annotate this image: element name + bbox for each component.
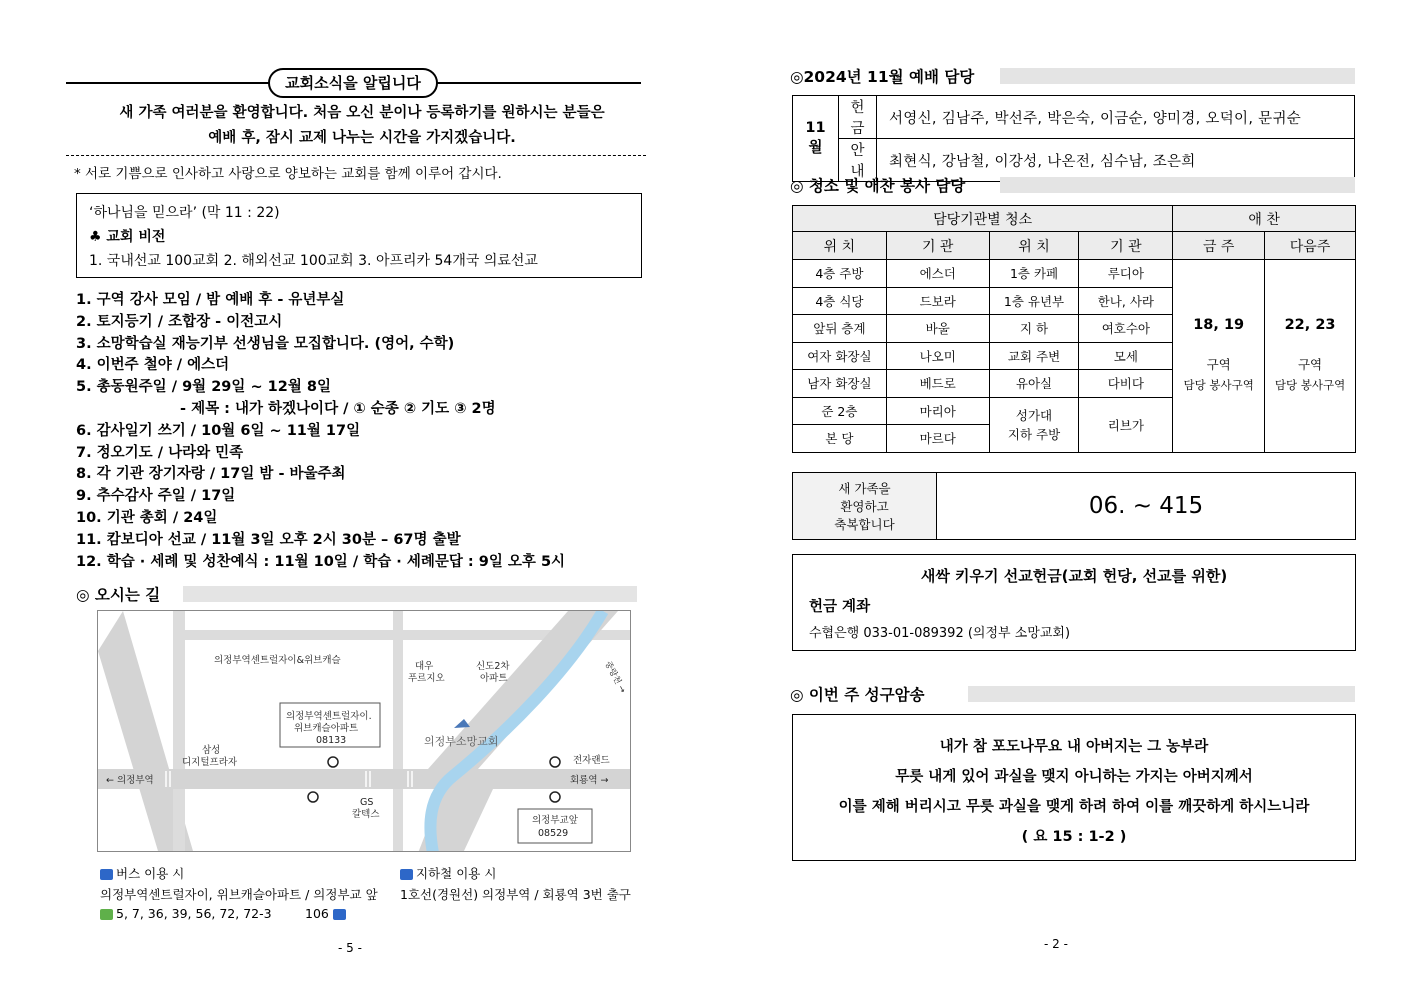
map-label-sindo1: 신도2차 — [476, 661, 510, 672]
next-week-meal — [1265, 260, 1356, 453]
welcome-line-1: 새 가족 여러분을 환영합니다. 처음 오신 분이나 등록하기를 원하시는 분들은 — [119, 105, 605, 121]
col-position: 위 치 — [793, 232, 887, 260]
map-label-samsung1: 삼성 — [202, 745, 221, 756]
map-graphic — [98, 611, 631, 852]
col-next-week: 다음주 — [1265, 232, 1356, 260]
merged-position-cell — [989, 397, 1079, 452]
duty-title: ◎2024년 11월 예배 담당 — [790, 68, 975, 86]
account-label: 헌금 계좌 — [809, 599, 871, 615]
merged-position-1: 성가대 — [1015, 407, 1053, 423]
map-label-electro: 전자랜드 — [573, 755, 610, 766]
map-label-river: 중랑천 → — [602, 659, 628, 695]
table-cell: 1층 유년부 — [989, 287, 1079, 315]
notice-item: 6. 감사일기 쓰기 / 10월 6일 ~ 11월 17일 — [76, 422, 361, 439]
table-cell: 에스더 — [886, 260, 989, 288]
duty-usher-names: 최현식, 강남철, 이강성, 나온전, 심수남, 조은희 — [877, 139, 1355, 182]
map-label-sindo2: 아파트 — [480, 673, 508, 684]
page-number-left: - 5 - — [338, 941, 362, 955]
zone-label: 구역 — [1206, 356, 1231, 372]
notice-item: 7. 정오기도 / 나라와 민족 — [76, 444, 244, 461]
memory-verse-box — [792, 714, 1356, 861]
subway-heading: 지하철 이용 시 — [400, 864, 496, 882]
table-cell: 지 하 — [989, 315, 1079, 343]
table-cell: 여호수아 — [1079, 315, 1173, 343]
map-road-vertical — [173, 611, 185, 852]
notice-item: 11. 캄보디아 선교 / 11월 3일 오후 2시 30분 – 67명 출발 — [76, 531, 461, 548]
bus-stop-info: 의정부역센트럴자이, 위브캐슬아파트 / 의정부교 앞 — [100, 887, 378, 902]
verse-reference: ( 요 15 : 1-2 ) — [1021, 829, 1127, 845]
table-cell: 남자 화장실 — [793, 370, 887, 398]
notice-item: 5. 총동원주일 / 9월 29일 ~ 12월 8일 — [76, 379, 331, 396]
zone-sub-label: 담당 봉사구역 — [1274, 377, 1346, 392]
table-cell: 다비다 — [1079, 370, 1173, 398]
table-cell: 본 당 — [793, 425, 887, 453]
table-cell: 모세 — [1079, 342, 1173, 370]
account-number: 수협은행 033-01-089392 (의정부 소망교회) — [809, 626, 1071, 641]
greeting-note: * 서로 기쁨으로 인사하고 사랑으로 양보하는 교회를 함께 이루어 갑시다. — [74, 166, 502, 182]
church-news-title: 교회소식을 알립니다 — [268, 68, 438, 98]
table-cell: 교회 주변 — [989, 342, 1079, 370]
vision-items: 1. 국내선교 100교회 2. 해외선교 100교회 3. 아프리카 54개국 의료선교 — [89, 253, 538, 269]
new-family-box — [792, 472, 1356, 540]
subway-info: 1호선(경원선) 의정부역 / 회룡역 3번 출구 — [400, 887, 631, 902]
new-family-value: 06. ~ 415 — [1088, 493, 1204, 519]
map-main-road — [98, 769, 631, 789]
meal-header: 애 찬 — [1173, 206, 1356, 232]
table-cell: 나오미 — [886, 342, 989, 370]
clean-title-bar — [1000, 177, 1355, 193]
table-cell: 1층 카페 — [989, 260, 1079, 288]
duty-offering-label: 헌금 — [839, 96, 877, 139]
church-logo-icon — [454, 719, 470, 728]
blue-bus-icon — [333, 909, 346, 920]
notice-item: 4. 이번주 철야 / 에스더 — [76, 357, 230, 374]
duty-offering-names: 서영신, 김남주, 박선주, 박은숙, 이금순, 양미경, 오덕이, 문귀순 — [877, 96, 1355, 139]
table-cell: 마르다 — [886, 425, 989, 453]
subway-icon — [400, 869, 413, 880]
dashed-divider — [66, 155, 646, 156]
map-road-vertical — [393, 611, 403, 852]
this-week-meal — [1173, 260, 1265, 453]
table-cell: 준 2층 — [793, 397, 887, 425]
map-label-school2: 08529 — [538, 828, 569, 839]
table-cell: 유아실 — [989, 370, 1079, 398]
verse-title-bar — [968, 686, 1355, 702]
duty-table — [792, 95, 1355, 182]
notice-item: 9. 추수감사 주일 / 17일 — [76, 488, 236, 505]
welcome-line-2: 예배 후, 잠시 교제 나누는 시간을 가지겠습니다. — [208, 130, 516, 146]
notice-item: 3. 소망학습실 재능기부 선생님을 모집합니다. (영어, 수학) — [76, 335, 455, 352]
zone-sub-label: 담당 봉사구역 — [1183, 377, 1254, 392]
table-cell: 바울 — [886, 315, 989, 343]
vision-heading: ♣ 교회 비전 — [89, 229, 166, 245]
col-this-week: 금 주 — [1173, 232, 1265, 260]
bus-icon — [100, 869, 113, 880]
zone-label: 구역 — [1297, 356, 1323, 372]
notice-list — [76, 290, 646, 573]
verse-line: 무릇 내게 있어 과실을 맺지 아니하는 가지는 아버지께서 — [895, 769, 1253, 785]
table-cell: 4층 주방 — [793, 260, 887, 288]
map-label-bldg1: 의정부역센트럴자이&위브캐슬 — [214, 655, 341, 666]
new-family-label: 새 가족을 환영하고 축복합니다 — [793, 473, 937, 539]
table-cell: 드보라 — [886, 287, 989, 315]
duty-title-bar — [1000, 68, 1355, 84]
col-organization: 기 관 — [886, 232, 989, 260]
bus-heading: 버스 이용 시 — [100, 864, 184, 882]
map-label-station-left: ← 의정부역 — [106, 775, 154, 786]
green-bus-icon — [100, 909, 113, 920]
mission-title: 새싹 키우기 선교헌금(교회 헌당, 선교를 위한) — [920, 567, 1228, 585]
vision-box — [76, 193, 642, 278]
map-label-daewoo1: 대우 — [415, 661, 434, 672]
verse-line: 내가 참 포도나무요 내 아버지는 그 농부라 — [939, 739, 1209, 755]
col-organization: 기 관 — [1079, 232, 1173, 260]
page-number-right: - 2 - — [1044, 937, 1068, 951]
notice-item: 12. 학습 · 세례 및 성찬예식 : 11월 10일 / 학습 · 세례문답 : 9일 오후 5시 — [76, 553, 566, 570]
map-label-church: 의정부소망교회 — [424, 735, 499, 748]
map-label-apt2: 위브캐슬아파트 — [294, 723, 359, 734]
notice-item: 8. 각 기관 장기자랑 / 17일 밤 - 바울주최 — [76, 466, 346, 483]
map-label-gs2: 칼텍스 — [352, 809, 380, 820]
mission-offering-box — [792, 554, 1356, 651]
bus-green-routes: 5, 7, 36, 39, 56, 72, 72-3 — [100, 906, 272, 921]
merged-position-2: 지하 주방 — [1007, 426, 1061, 442]
clean-title: ◎ 청소 및 애찬 봉사 담당 — [790, 177, 966, 195]
table-cell: 마리아 — [886, 397, 989, 425]
col-position: 위 치 — [989, 232, 1079, 260]
directions-map — [97, 610, 631, 852]
table-cell: 한나, 사라 — [1079, 287, 1173, 315]
verse-line: 이를 제해 버리시고 무릇 과실을 맺게 하려 하여 이를 깨끗하게 하시느니라 — [838, 799, 1310, 815]
notice-item: 2. 토지등기 / 조합장 - 이전고시 — [76, 313, 283, 330]
directions-title-bar — [183, 586, 637, 602]
map-label-school1: 의정부교앞 — [532, 815, 578, 826]
merged-org-cell: 리브가 — [1079, 397, 1173, 452]
notice-subitem: - 제목 : 내가 하겠나이다 / ① 순종 ② 기도 ③ 2명 — [180, 400, 496, 417]
map-label-gs1: GS — [360, 797, 374, 808]
verse-title: ◎ 이번 주 성구암송 — [790, 686, 925, 704]
table-cell: 루디아 — [1079, 260, 1173, 288]
cleaning-table — [792, 205, 1356, 453]
next-week-zones: 22, 23 — [1284, 316, 1336, 333]
map-label-daewoo2: 푸르지오 — [408, 673, 445, 684]
map-label-station-right: 회룡역 → — [570, 775, 609, 786]
clean-group-header: 담당기관별 청소 — [793, 206, 1173, 232]
map-label-samsung2: 디지털프라자 — [182, 757, 238, 768]
table-cell: 베드로 — [886, 370, 989, 398]
notice-item: 10. 기관 총회 / 24일 — [76, 509, 218, 526]
duty-month: 11월 — [793, 96, 839, 182]
directions-title: ◎ 오시는 길 — [76, 586, 161, 604]
duty-usher-label: 안내 — [839, 139, 877, 182]
bus-blue-routes: 106 — [305, 906, 349, 921]
table-cell: 4층 식당 — [793, 287, 887, 315]
table-cell: 여자 화장실 — [793, 342, 887, 370]
map-label-apt3: 08133 — [316, 735, 347, 746]
table-cell: 앞뒤 층계 — [793, 315, 887, 343]
map-label-apt1: 의정부역센트럴자이. — [286, 711, 372, 722]
notice-item: 1. 구역 강사 모임 / 밤 예배 후 - 유년부실 — [76, 292, 345, 308]
vision-verse: ‘하나님을 믿으라’ (막 11 : 22) — [89, 205, 280, 221]
this-week-zones: 18, 19 — [1193, 316, 1245, 333]
